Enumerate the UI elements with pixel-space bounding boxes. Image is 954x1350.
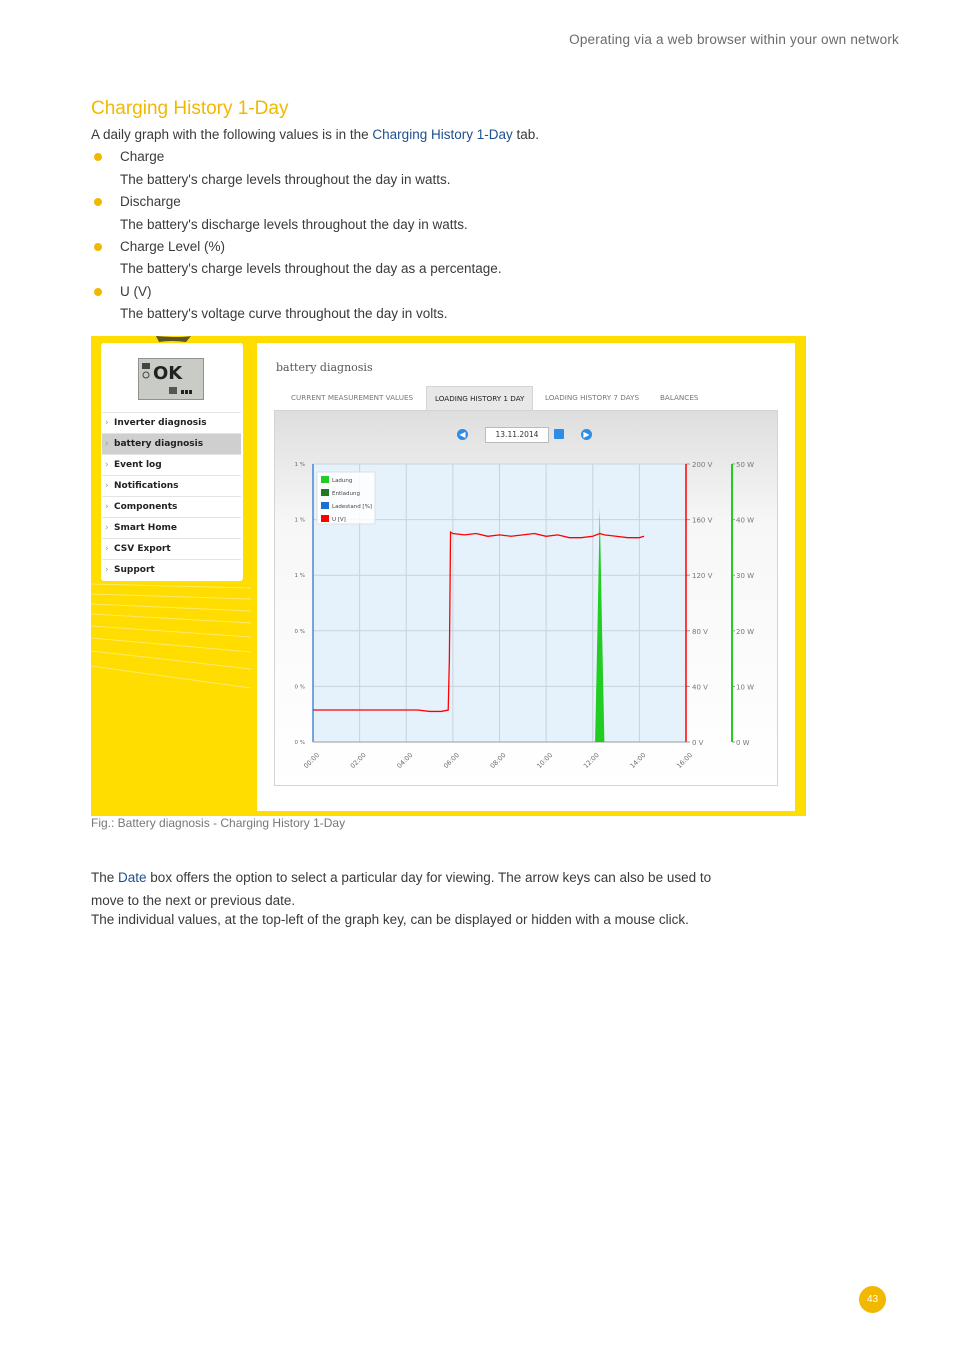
line-chart	[275, 411, 777, 785]
date-field[interactable]: 13.11.2014	[485, 427, 549, 443]
chevron-right-icon: ›	[105, 544, 109, 554]
chevron-right-icon: ›	[105, 481, 109, 491]
y-tick-label-volt: 40 V	[692, 683, 708, 692]
body-paragraph-1	[91, 867, 811, 912]
sidebar-item-inverter-diagnosis[interactable]	[102, 412, 241, 433]
sidebar-item-csv-export[interactable]	[102, 538, 241, 559]
bullet-icon	[94, 288, 102, 296]
sidebar-item-label: Smart Home	[114, 523, 178, 533]
bullet-desc: The battery's charge levels throughout the day as a percentage.	[120, 261, 502, 276]
y-tick-label-volt: 80 V	[692, 627, 708, 636]
bullet-icon	[94, 198, 102, 206]
sidebar-item-label: Components	[114, 502, 178, 512]
panel-title: battery diagnosis	[276, 361, 373, 374]
y-tick-label-percent: 1 %	[294, 462, 305, 468]
bullet-desc: The battery's voltage curve throughout the day in volts.	[120, 306, 448, 321]
y-tick-label-volt: 120 V	[692, 572, 713, 581]
sidebar-panel	[101, 343, 243, 581]
y-tick-label-watt: 30 W	[736, 572, 755, 581]
bullet-label: Charge Level (%)	[120, 239, 226, 254]
running-head: Operating via a web browser within your own network	[569, 32, 899, 47]
tab-current-measurement-values[interactable]: CURRENT MEASUREMENT VALUES	[291, 393, 414, 402]
section-title: Charging History 1-Day	[91, 98, 289, 119]
body-paragraph-2: The individual values, at the top-left of the graph key, can be displayed or hidden with a mouse click.	[91, 912, 689, 927]
y-tick-label-watt: 10 W	[736, 683, 755, 692]
sidebar-item-support[interactable]	[102, 559, 241, 580]
p1-line2: move to the next or previous date.	[91, 892, 296, 908]
page-number: 43	[859, 1286, 886, 1313]
arrow-left-icon[interactable]: ◀	[457, 429, 468, 440]
sidebar-item-battery-diagnosis[interactable]	[102, 433, 241, 454]
bullet-label: Discharge	[120, 194, 181, 209]
status-display	[138, 358, 204, 400]
tab-balances[interactable]: BALANCES	[660, 393, 699, 402]
sidebar-item-notifications[interactable]	[102, 475, 241, 496]
sidebar-item-label: Notifications	[114, 481, 179, 491]
bullet-icon	[94, 153, 102, 161]
intro-text-after: tab.	[512, 127, 540, 142]
sidebar-item-label: Support	[114, 565, 155, 575]
x-tick-label: 14:00	[628, 751, 648, 771]
y-tick-label-watt: 0 W	[736, 739, 750, 747]
x-tick-label: 00:00	[302, 751, 322, 771]
y-tick-label-percent: 0 %	[294, 628, 305, 635]
y-tick-label-watt: 50 W	[736, 461, 755, 469]
y-tick-label-percent: 0 %	[294, 740, 305, 746]
y-tick-label-volt: 160 V	[692, 516, 713, 525]
x-tick-label: 08:00	[488, 751, 508, 771]
bullet-desc: The battery's charge levels throughout the day in watts.	[120, 172, 451, 187]
legend-swatch	[321, 515, 329, 522]
bullet-icon	[94, 243, 102, 251]
legend-swatch	[321, 502, 329, 509]
y-tick-label-percent: 1 %	[294, 573, 305, 580]
intro-paragraph	[91, 127, 539, 142]
y-tick-label-volt: 200 V	[692, 461, 713, 469]
chevron-right-icon: ›	[105, 460, 109, 470]
x-tick-label: 04:00	[395, 751, 415, 771]
legend-label: Ladestand [%]	[332, 504, 372, 510]
chevron-right-icon: ›	[105, 523, 109, 533]
sidebar-item-label: battery diagnosis	[114, 439, 204, 449]
x-tick-label: 02:00	[348, 751, 368, 771]
y-tick-label-watt: 40 W	[736, 516, 755, 525]
sidebar-item-event-log[interactable]	[102, 454, 241, 475]
y-tick-label-watt: 20 W	[736, 627, 755, 636]
figure-caption: Fig.: Battery diagnosis - Charging History 1-Day	[91, 816, 346, 830]
legend-swatch	[321, 489, 329, 496]
p1-text-before: The	[91, 870, 119, 885]
x-tick-label: 12:00	[581, 751, 601, 771]
chart-container	[274, 410, 778, 786]
sidebar-item-label: CSV Export	[114, 544, 171, 554]
chevron-right-icon: ›	[105, 565, 109, 575]
sidebar-item-smart-home[interactable]	[102, 517, 241, 538]
bullet-label: Charge	[120, 149, 165, 164]
tab-loading-history-7-days[interactable]: LOADING HISTORY 7 DAYS	[545, 393, 639, 402]
sidebar-item-label: Event log	[114, 460, 162, 470]
y-tick-label-percent: 0 %	[294, 684, 305, 691]
p1-text-after: box offers the option to select a particular day for viewing. The arrow keys can also be used to	[146, 870, 712, 885]
legend-label: Entladung	[332, 491, 360, 497]
date-link[interactable]: Date	[118, 870, 147, 885]
arrow-right-icon[interactable]: ▶	[581, 429, 592, 440]
intro-text-before: A daily graph with the following values is in the	[91, 127, 373, 142]
intro-tab-link[interactable]: Charging History 1-Day	[372, 127, 513, 142]
svg-text:OK: OK	[153, 363, 183, 384]
legend-swatch	[321, 476, 329, 483]
x-tick-label: 06:00	[442, 751, 461, 771]
y-tick-label-volt: 0 V	[692, 739, 704, 747]
sidebar-item-label: Inverter diagnosis	[114, 418, 207, 428]
x-tick-label: 16:00	[675, 751, 695, 771]
tab-loading-history-1-day[interactable]: LOADING HISTORY 1 DAY	[426, 386, 533, 411]
legend-label: U [V]	[332, 517, 346, 523]
chevron-right-icon: ›	[105, 502, 109, 512]
sidebar-item-components[interactable]	[102, 496, 241, 517]
bullet-desc: The battery's discharge levels throughout the day in watts.	[120, 217, 468, 232]
legend-label: Ladung	[332, 478, 353, 484]
figure-screenshot	[91, 336, 806, 816]
bullet-label: U (V)	[120, 284, 152, 299]
chevron-right-icon: ›	[105, 418, 109, 428]
chevron-right-icon: ›	[105, 439, 109, 449]
x-tick-label: 10:00	[535, 751, 555, 771]
y-tick-label-percent: 1 %	[294, 517, 305, 524]
main-panel	[257, 343, 795, 811]
sidebar-nav	[102, 412, 241, 580]
